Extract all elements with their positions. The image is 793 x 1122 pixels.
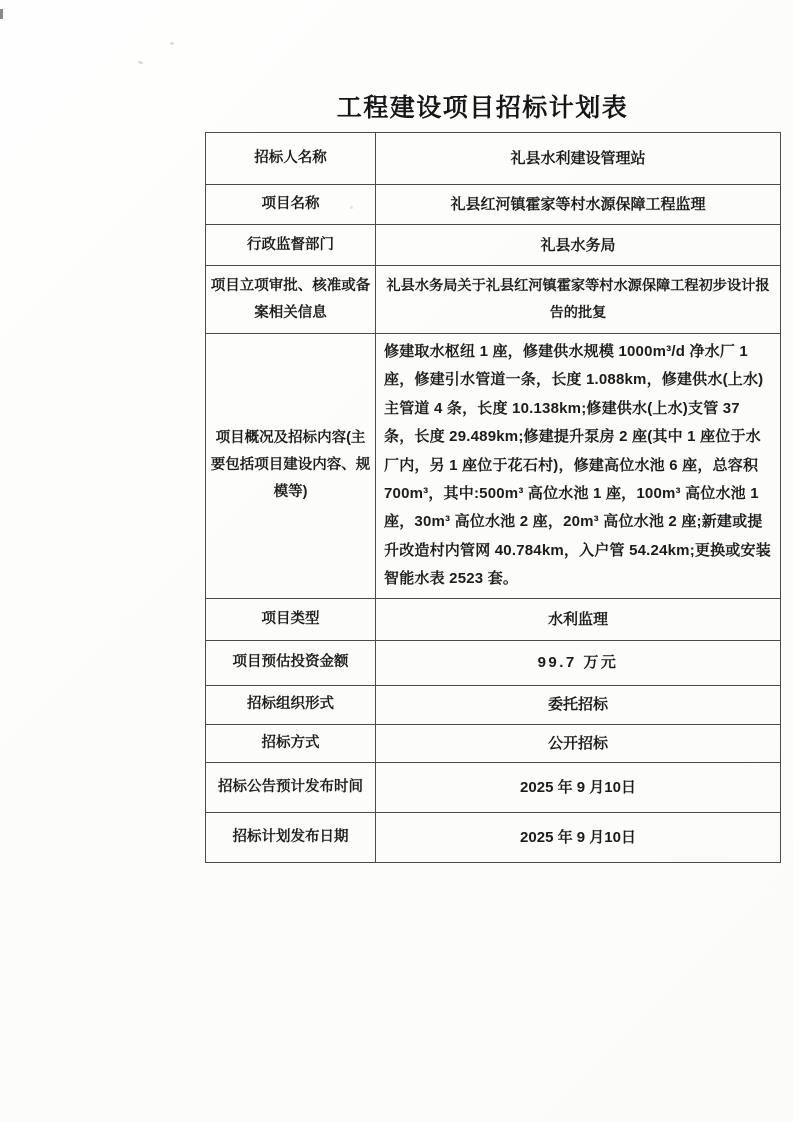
row-project-overview — [206, 334, 781, 599]
row-tenderer-name — [206, 133, 781, 185]
row-estimated-investment — [206, 640, 781, 685]
row-estimated-investment-label: 项目预估投资金额 — [206, 640, 376, 685]
row-project-name — [206, 185, 781, 225]
bidding-plan-table — [205, 132, 781, 863]
row-approval-info-label: 项目立项审批、核准或备案相关信息 — [206, 266, 376, 334]
row-plan-publish-date-value: 2025 年 9 月10日 — [376, 812, 781, 862]
row-tenderer-name-label: 招标人名称 — [206, 133, 376, 185]
row-bidding-method — [206, 724, 781, 762]
scan-speck — [170, 42, 174, 45]
row-approval-info — [206, 266, 781, 334]
scan-speck — [138, 60, 144, 65]
row-plan-publish-date — [206, 812, 781, 862]
scan-edge-mark — [0, 9, 3, 19]
row-tenderer-name-value: 礼县水利建设管理站 — [376, 133, 781, 185]
row-announcement-date-label: 招标公告预计发布时间 — [206, 762, 376, 812]
row-estimated-investment-value: 99.7 万元 — [376, 640, 781, 685]
row-organization-form-value: 委托招标 — [376, 685, 781, 724]
row-supervision-department — [206, 225, 781, 266]
row-bidding-method-value: 公开招标 — [376, 724, 781, 762]
row-supervision-department-label: 行政监督部门 — [206, 225, 376, 266]
row-plan-publish-date-label: 招标计划发布日期 — [206, 812, 376, 862]
row-organization-form-label: 招标组织形式 — [206, 685, 376, 724]
row-supervision-department-value: 礼县水务局 — [376, 225, 781, 266]
row-project-overview-value: 修建取水枢纽 1 座，修建供水规模 1000m³/d 净水厂 1 座，修建引水管道一条，长度 1.088km，修建供水(上水)主管道 4 条，长度 10.138km;修建供水(上水)支管 37 条，长度 29.489km;修建提升泵房 2 座(其中 1 座位于水厂内，另 1 座位于花石村)，修建高位水池 6 座，总容积 700m³，其中:500m³ 高位水池 1 座，100m³ 高位水池 1 座，30m³ 高位水池 2 座，20m³ 高位水池 2 座;新建或提升改造村内管网 40.784km，入户管 54.24km;更换或安装智能水表 2523 套。 — [376, 334, 781, 599]
row-project-type-value: 水利监理 — [376, 598, 781, 640]
row-bidding-method-label: 招标方式 — [206, 724, 376, 762]
row-project-type — [206, 598, 781, 640]
row-project-overview-label: 项目概况及招标内容(主要包括项目建设内容、规模等) — [206, 334, 376, 599]
page-title: 工程建设项目招标计划表 — [336, 94, 629, 122]
row-announcement-date — [206, 762, 781, 812]
row-project-name-label: 项目名称 — [206, 185, 376, 225]
row-project-name-value: 礼县红河镇霍家等村水源保障工程监理 — [376, 185, 781, 225]
row-announcement-date-value: 2025 年 9 月10日 — [376, 762, 781, 812]
row-organization-form — [206, 685, 781, 724]
row-project-type-label: 项目类型 — [206, 598, 376, 640]
row-approval-info-value: 礼县水务局关于礼县红河镇霍家等村水源保障工程初步设计报告的批复 — [376, 266, 781, 334]
